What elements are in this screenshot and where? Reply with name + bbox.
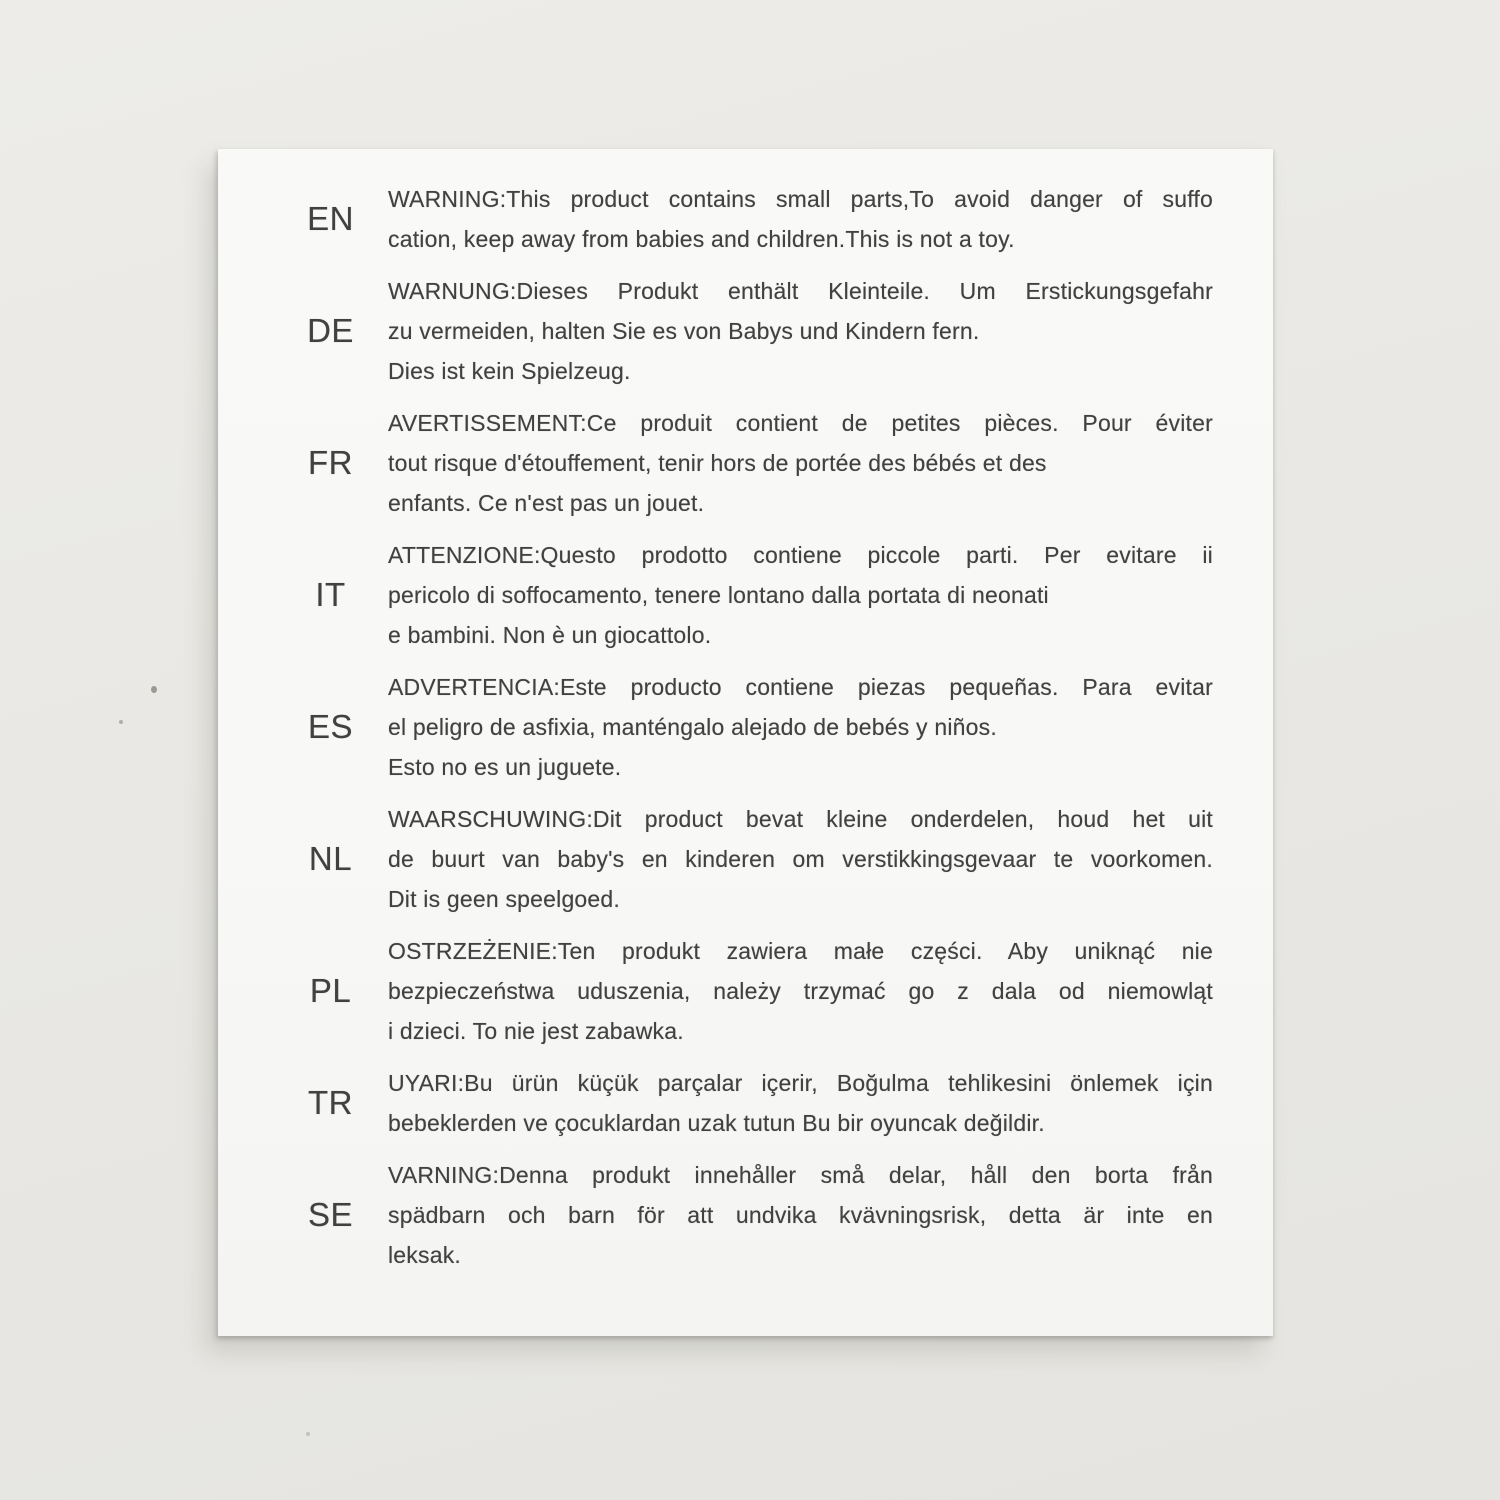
warning-section-it [218, 535, 1273, 655]
language-code-pl: PL [309, 972, 352, 1009]
language-code-tr: TR [308, 1084, 353, 1121]
background-speck [306, 1432, 310, 1436]
warning-line: WARNING:This product contains small parts,To avoid danger of suffo [388, 186, 1213, 212]
warning-line: OSTRZEŻENIE:Ten produkt zawiera małe części. Aby uniknąć nie [388, 938, 1213, 964]
warning-section-pl [218, 931, 1273, 1051]
warning-text-en [388, 179, 1273, 259]
warning-line: el peligro de asfixia, manténgalo alejado de bebés y niños. [388, 714, 997, 740]
warning-section-tr [218, 1063, 1273, 1143]
warning-text-es [388, 667, 1273, 787]
warning-line: leksak. [388, 1242, 461, 1268]
warning-leaflet [218, 149, 1273, 1336]
warning-line: i dzieci. To nie jest zabawka. [388, 1018, 684, 1044]
warning-text-fr [388, 403, 1273, 523]
warning-section-fr [218, 403, 1273, 523]
warning-section-en [218, 179, 1273, 259]
language-code-es: ES [307, 708, 354, 745]
warning-text-nl [388, 799, 1273, 919]
language-code-de: DE [307, 312, 354, 349]
warning-line: bebeklerden ve çocuklardan uzak tutun Bu bir oyuncak değildir. [388, 1110, 1045, 1136]
warning-line: e bambini. Non è un giocattolo. [388, 622, 712, 648]
warning-line: WAARSCHUWING:Dit product bevat kleine onderdelen, houd het uit [388, 806, 1213, 832]
warning-text-tr [388, 1063, 1273, 1143]
warning-line: enfants. Ce n'est pas un jouet. [388, 490, 705, 516]
language-code-nl: NL [308, 840, 353, 877]
warning-line: Dit is geen speelgoed. [388, 886, 620, 912]
warning-line: ADVERTENCIA:Este producto contiene piezas pequeñas. Para evitar [388, 674, 1213, 700]
warning-line: tout risque d'étouffement, tenir hors de portée des bébés et des [388, 450, 1047, 476]
warning-line: de buurt van baby's en kinderen om verstikkingsgevaar te voorkomen. [388, 846, 1213, 872]
warning-section-es [218, 667, 1273, 787]
warning-line: cation, keep away from babies and children.This is not a toy. [388, 226, 1015, 252]
warning-line: pericolo di soffocamento, tenere lontano dalla portata di neonati [388, 582, 1049, 608]
warning-line: zu vermeiden, halten Sie es von Babys und Kindern fern. [388, 318, 980, 344]
warning-line: UYARI:Bu ürün küçük parçalar içerir, Boğulma tehlikesini önlemek için [388, 1070, 1213, 1096]
language-code-it: IT [315, 576, 346, 613]
warning-section-se [218, 1155, 1273, 1275]
language-code-en: EN [307, 200, 354, 237]
warning-section-nl [218, 799, 1273, 919]
language-code-se: SE [307, 1196, 354, 1233]
warning-text-pl [388, 931, 1273, 1051]
language-code-fr: FR [308, 444, 353, 481]
warning-line: Esto no es un juguete. [388, 754, 622, 780]
warning-line: WARNUNG:Dieses Produkt enthält Kleinteile. Um Erstickungsgefahr [388, 278, 1213, 304]
warning-line: AVERTISSEMENT:Ce produit contient de petites pièces. Pour éviter [388, 410, 1213, 436]
background-speck [151, 686, 157, 693]
warning-text-it [388, 535, 1273, 655]
warning-line: Dies ist kein Spielzeug. [388, 358, 631, 384]
warning-text-de [388, 271, 1273, 391]
warning-line: VARNING:Denna produkt innehåller små delar, håll den borta från [388, 1162, 1213, 1188]
background-speck [119, 720, 123, 724]
warning-text-se [388, 1155, 1273, 1275]
warning-line: spädbarn och barn för att undvika kvävningsrisk, detta är inte en [388, 1202, 1213, 1228]
warning-line: ATTENZIONE:Questo prodotto contiene piccole parti. Per evitare ii [388, 542, 1213, 568]
warning-line: bezpieczeństwa uduszenia, należy trzymać go z dala od niemowląt [388, 978, 1213, 1004]
warning-section-de [218, 271, 1273, 391]
